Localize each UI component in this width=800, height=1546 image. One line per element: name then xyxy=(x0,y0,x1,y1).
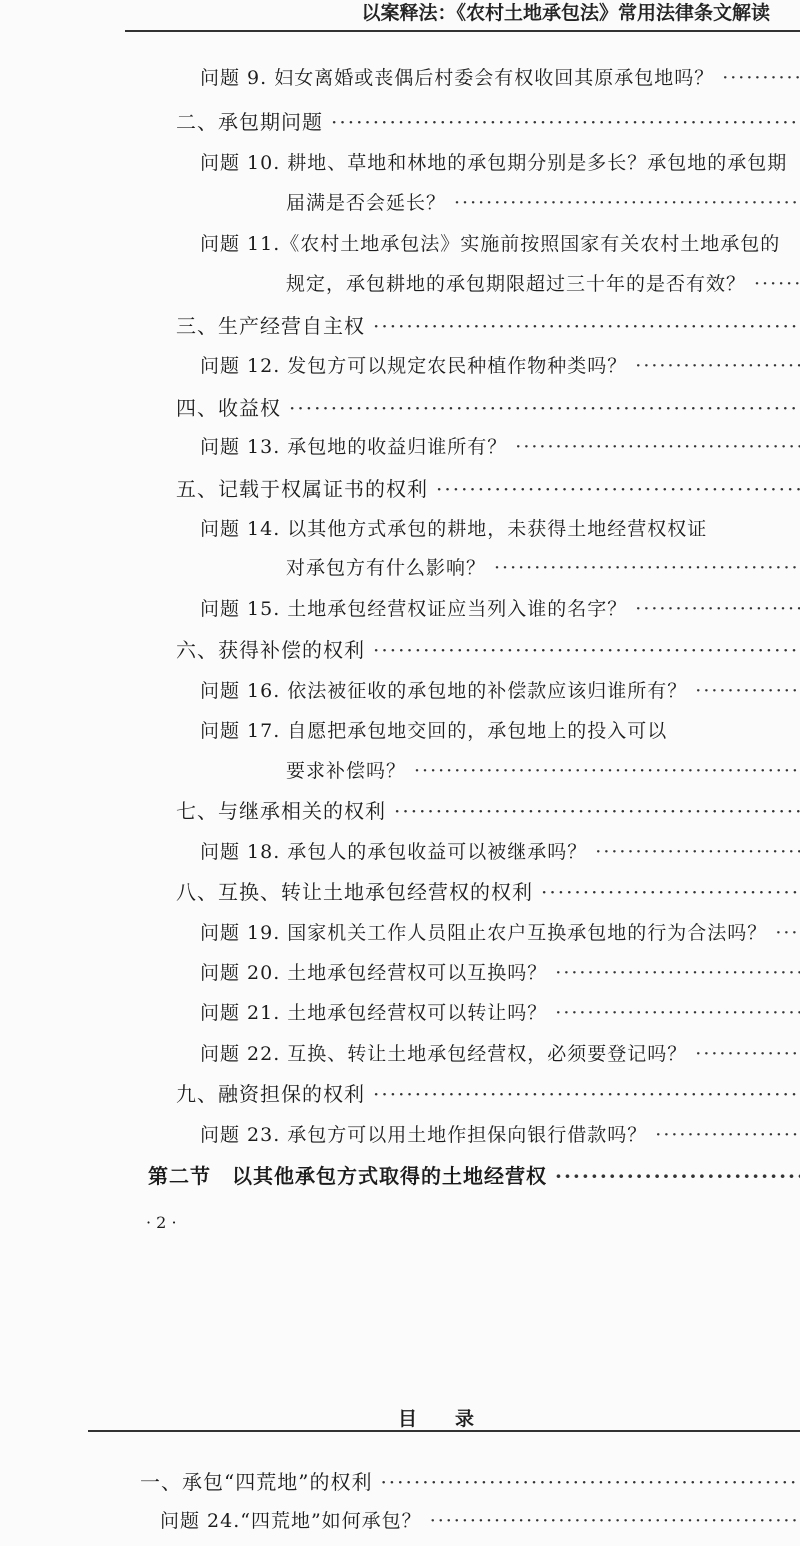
toc-section-8: 八、互换、转让土地承包经营权的权利 ····· xyxy=(176,876,800,905)
contents-rule xyxy=(88,1430,800,1432)
toc-entry-q16: 问题 16. 依法被征收的承包地的补偿款应该归谁所有？ ····· xyxy=(200,676,800,703)
toc-entry-q24: 问题 24.“四荒地”如何承包？ ····· xyxy=(160,1506,800,1533)
toc-entry-q17: 问题 17. 自愿把承包地交回的，承包地上的投入可以 xyxy=(200,720,668,742)
toc-entry-q19: 问题 19. 国家机关工作人员阻止农户互换承包地的行为合法吗？ ····· xyxy=(200,918,800,945)
running-header: 以案释法：《农村土地承包法》常用法律条文解读 xyxy=(361,2,770,24)
toc-section-5: 五、记载于权属证书的权利 ····· xyxy=(176,473,800,502)
toc-section-3: 三、生产经营自主权 ····· xyxy=(176,310,800,339)
toc-entry-q10-cont: 届满是否会延长？ ····· xyxy=(286,188,800,215)
header-rule xyxy=(125,30,800,32)
page-number: · 2 · xyxy=(146,1213,177,1232)
toc-entry-q11-cont: 规定，承包耕地的承包期限超过三十年的是否有效？ ····· xyxy=(286,269,800,296)
toc-entry-q15: 问题 15. 土地承包经营权证应当列入谁的名字？ ····· xyxy=(200,594,800,621)
toc-entry-q14-cont: 对承包方有什么影响？ ····· xyxy=(286,553,800,580)
toc-entry-q22: 问题 22. 互换、转让土地承包经营权，必须要登记吗？ ····· xyxy=(200,1039,800,1066)
toc-chapter-section-2: 第二节 以其他承包方式取得的土地经营权 ····· xyxy=(148,1160,800,1189)
toc-entry-q17-cont: 要求补偿吗？ ····· xyxy=(286,756,800,783)
toc-section-6: 六、获得补偿的权利 ····· xyxy=(176,634,800,663)
toc-section-9: 九、融资担保的权利 ····· xyxy=(176,1078,800,1107)
toc-entry-q9: 问题 9. 妇女离婚或丧偶后村委会有权收回其原承包地吗？ ····· xyxy=(200,63,800,90)
toc-entry-q12: 问题 12. 发包方可以规定农民种植作物种类吗？ ····· xyxy=(200,351,800,378)
toc-entry-q18: 问题 18. 承包人的承包收益可以被继承吗？ ····· xyxy=(200,837,800,864)
toc-entry-q20: 问题 20. 土地承包经营权可以互换吗？ ····· xyxy=(200,958,800,985)
toc-entry-q21: 问题 21. 土地承包经营权可以转让吗？ ····· xyxy=(200,998,800,1025)
toc-section-1-next-page: 一、承包“四荒地”的权利 ····· xyxy=(140,1466,800,1495)
toc-entry-q14: 问题 14. 以其他方式承包的耕地，未获得土地经营权权证 xyxy=(200,518,708,540)
toc-entry-q11: 问题 11.《农村土地承包法》实施前按照国家有关农村土地承包的 xyxy=(200,233,781,255)
toc-section-2: 二、承包期问题 ····· xyxy=(176,106,800,135)
toc-section-7: 七、与继承相关的权利 ····· xyxy=(176,795,800,824)
toc-entry-q10: 问题 10. 耕地、草地和林地的承包期分别是多长？承包地的承包期 xyxy=(200,152,788,174)
toc-section-4: 四、收益权 ····· xyxy=(176,392,800,421)
contents-title: 目录 xyxy=(397,1408,512,1430)
toc-entry-q23: 问题 23. 承包方可以用土地作担保向银行借款吗？ ····· xyxy=(200,1120,800,1147)
toc-entry-q13: 问题 13. 承包地的收益归谁所有？ ····· xyxy=(200,432,800,459)
